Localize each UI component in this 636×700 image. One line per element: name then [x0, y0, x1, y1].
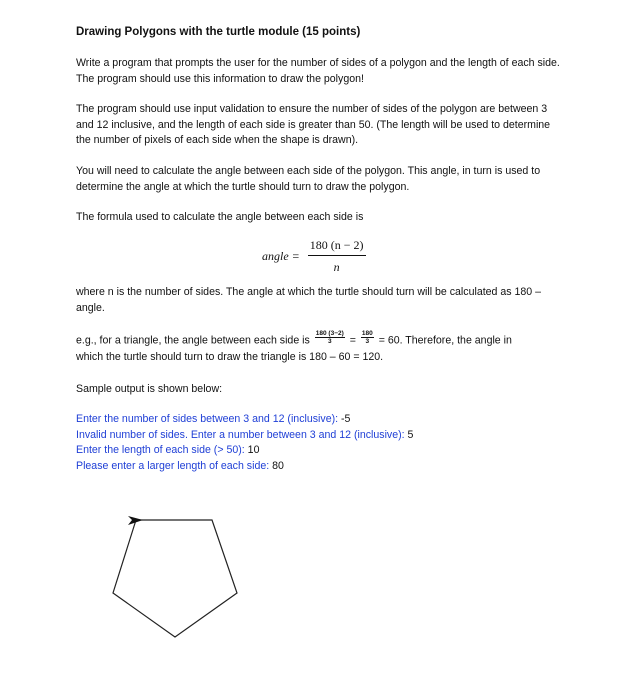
example-line-2: which the turtle should turn to draw the triangle is 180 – 60 = 120.	[76, 351, 384, 363]
pentagon-shape	[113, 520, 237, 637]
example-fraction-1-numerator: 180 (3−2)	[315, 330, 344, 337]
output-prompt: Invalid number of sides. Enter a number between 3 and 12 (inclusive):	[76, 428, 405, 441]
example-fraction-1-denominator: 3	[327, 338, 332, 345]
sample-intro-paragraph: Sample output is shown below:	[76, 383, 223, 395]
validation-paragraph: The program should use input validation to ensure the number of sides of the polygon are between 3 and 12 inclusive, and the length of each side is greater than 50. (The length will be used to determine the number of pixels of each side when the shape is drawn).	[76, 103, 551, 146]
formula-intro-paragraph: The formula used to calculate the angle between each side is	[76, 211, 364, 223]
example-prefix: e.g., for a triangle, the angle between each side is	[76, 334, 310, 347]
output-prompt: Please enter a larger length of each side:	[76, 459, 270, 472]
output-prompt: Enter the length of each side (> 50):	[76, 444, 245, 456]
example-suffix: = 60. Therefore, the angle in	[378, 334, 512, 347]
example-fraction-2-numerator: 180	[361, 330, 373, 337]
page-title: Drawing Polygons with the turtle module (15 points)	[76, 26, 361, 38]
formula-denominator: n	[333, 260, 340, 274]
example-fraction-2-denominator: 3	[365, 338, 370, 345]
turtle-arrow-icon	[128, 516, 143, 525]
intro-paragraph: Write a program that prompts the user for the number of sides of a polygon and the length of each side. The program should use this information to draw the polygon!	[76, 57, 560, 85]
angle-intro-paragraph: You will need to calculate the angle between each side of the polygon. This angle, in turn is used to determine the angle at which the turtle should turn to draw the polygon.	[76, 165, 541, 193]
output-user-input: 5	[404, 428, 414, 441]
where-n-paragraph: where n is the number of sides. The angle at which the turtle should turn will be calculated as 180 – angle.	[76, 286, 542, 314]
formula-lhs: angle =	[262, 249, 300, 263]
formula-numerator: 180 (n − 2)	[308, 238, 366, 256]
example-equals: =	[349, 334, 356, 347]
output-prompt: Enter the number of sides between 3 and 12 (inclusive):	[76, 413, 339, 425]
output-user-input: 80	[269, 459, 284, 472]
output-user-input: 10	[244, 444, 260, 456]
output-user-input: -5	[338, 413, 351, 425]
